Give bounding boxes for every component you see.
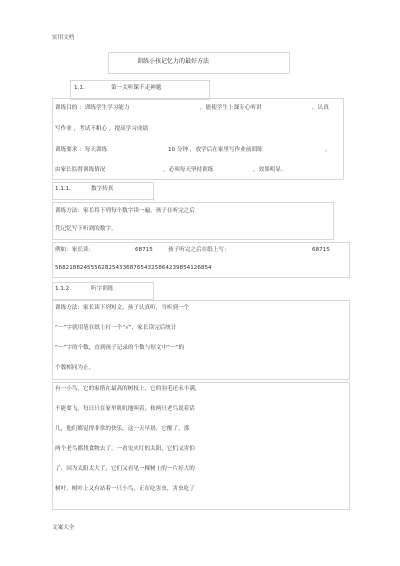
text-line: 训练要求 ：每天训练 <box>55 147 108 153</box>
paragraph-3-box <box>52 300 350 380</box>
text-line: ，能使学生上课专心听讲 <box>200 105 262 111</box>
text-line: 训练目的 ：训练学生学习能力 <box>55 105 130 111</box>
text-line: 两个老鸟都找食物去了。一看见火红的太阳，它们又害怕 <box>55 446 195 452</box>
text-line: 例如：家长读： <box>55 247 95 253</box>
section-12-number: 1.1.2. <box>55 286 72 292</box>
text-line: 由家长监督训练情况 <box>55 167 106 173</box>
page-footer: 文案大全 <box>52 525 75 531</box>
text-line: 10 分钟 ，放学后在家里写作业前训练 <box>168 147 263 153</box>
text-line: 个数相同为止。 <box>55 365 95 371</box>
text-line: 了，因为太阳太大了，它们又看见一棵树上的一片好大的 <box>55 466 195 472</box>
text-line: 68715 <box>135 247 153 253</box>
text-line: ，效果明显。 <box>253 167 287 173</box>
text-line: ， <box>325 147 331 153</box>
text-line: 有一小鸟，它的家搭在最高的树枝上，它的羽毛还未丰满， <box>55 386 201 392</box>
section-11-title: 数字传真 <box>91 186 114 192</box>
page-title: 训练小孩记忆力的最好方法 <box>137 58 210 65</box>
text-line: 训练方法：家长读下列短文，孩子认真听，当听到一个 <box>55 305 190 311</box>
section-1-number: 1.1. <box>74 85 85 91</box>
section-12-title: 听字训练 <box>91 286 114 292</box>
section-11-number: 1.1.1. <box>55 186 72 192</box>
text-line: 树叶，树叶上又有站着一只小鸟，正在吃害虫，害虫吃了 <box>55 486 195 492</box>
page-header: 实用文档 <box>52 35 75 41</box>
text-line: 68715 <box>312 247 330 253</box>
text-line: 56821882455562825433687654325864239854126854 <box>55 265 212 271</box>
text-line: “一”字就用笔在纸上打一个“√”，家长读完后统计 <box>55 325 177 331</box>
text-line: 儿，他们都觉得非常的快乐。这一天早晨，它醒了，那 <box>55 426 190 432</box>
text-line: 凭记忆写下听到的数字。 <box>55 226 117 232</box>
text-line: 训练方法：家长将下列每个数字读一遍，孩子在听完之后 <box>55 208 195 214</box>
text-line: ，认真 <box>312 105 329 111</box>
text-line: 不能要飞，每日只在家里叽叽地叫着，和两只老鸟说着话 <box>55 406 195 412</box>
text-line: 孩子听完之后在纸上写： <box>168 247 230 253</box>
section-1-title: 第一关听课不走神题 <box>111 85 162 91</box>
text-line: “一”字的个数，直到孩子记录的个数与短文中“一”的 <box>55 345 185 351</box>
text-line: 写作业 ，考试不粗心 ，提高学习成绩 <box>55 126 149 132</box>
text-line: ，必须每天坚持训练 <box>163 167 214 173</box>
